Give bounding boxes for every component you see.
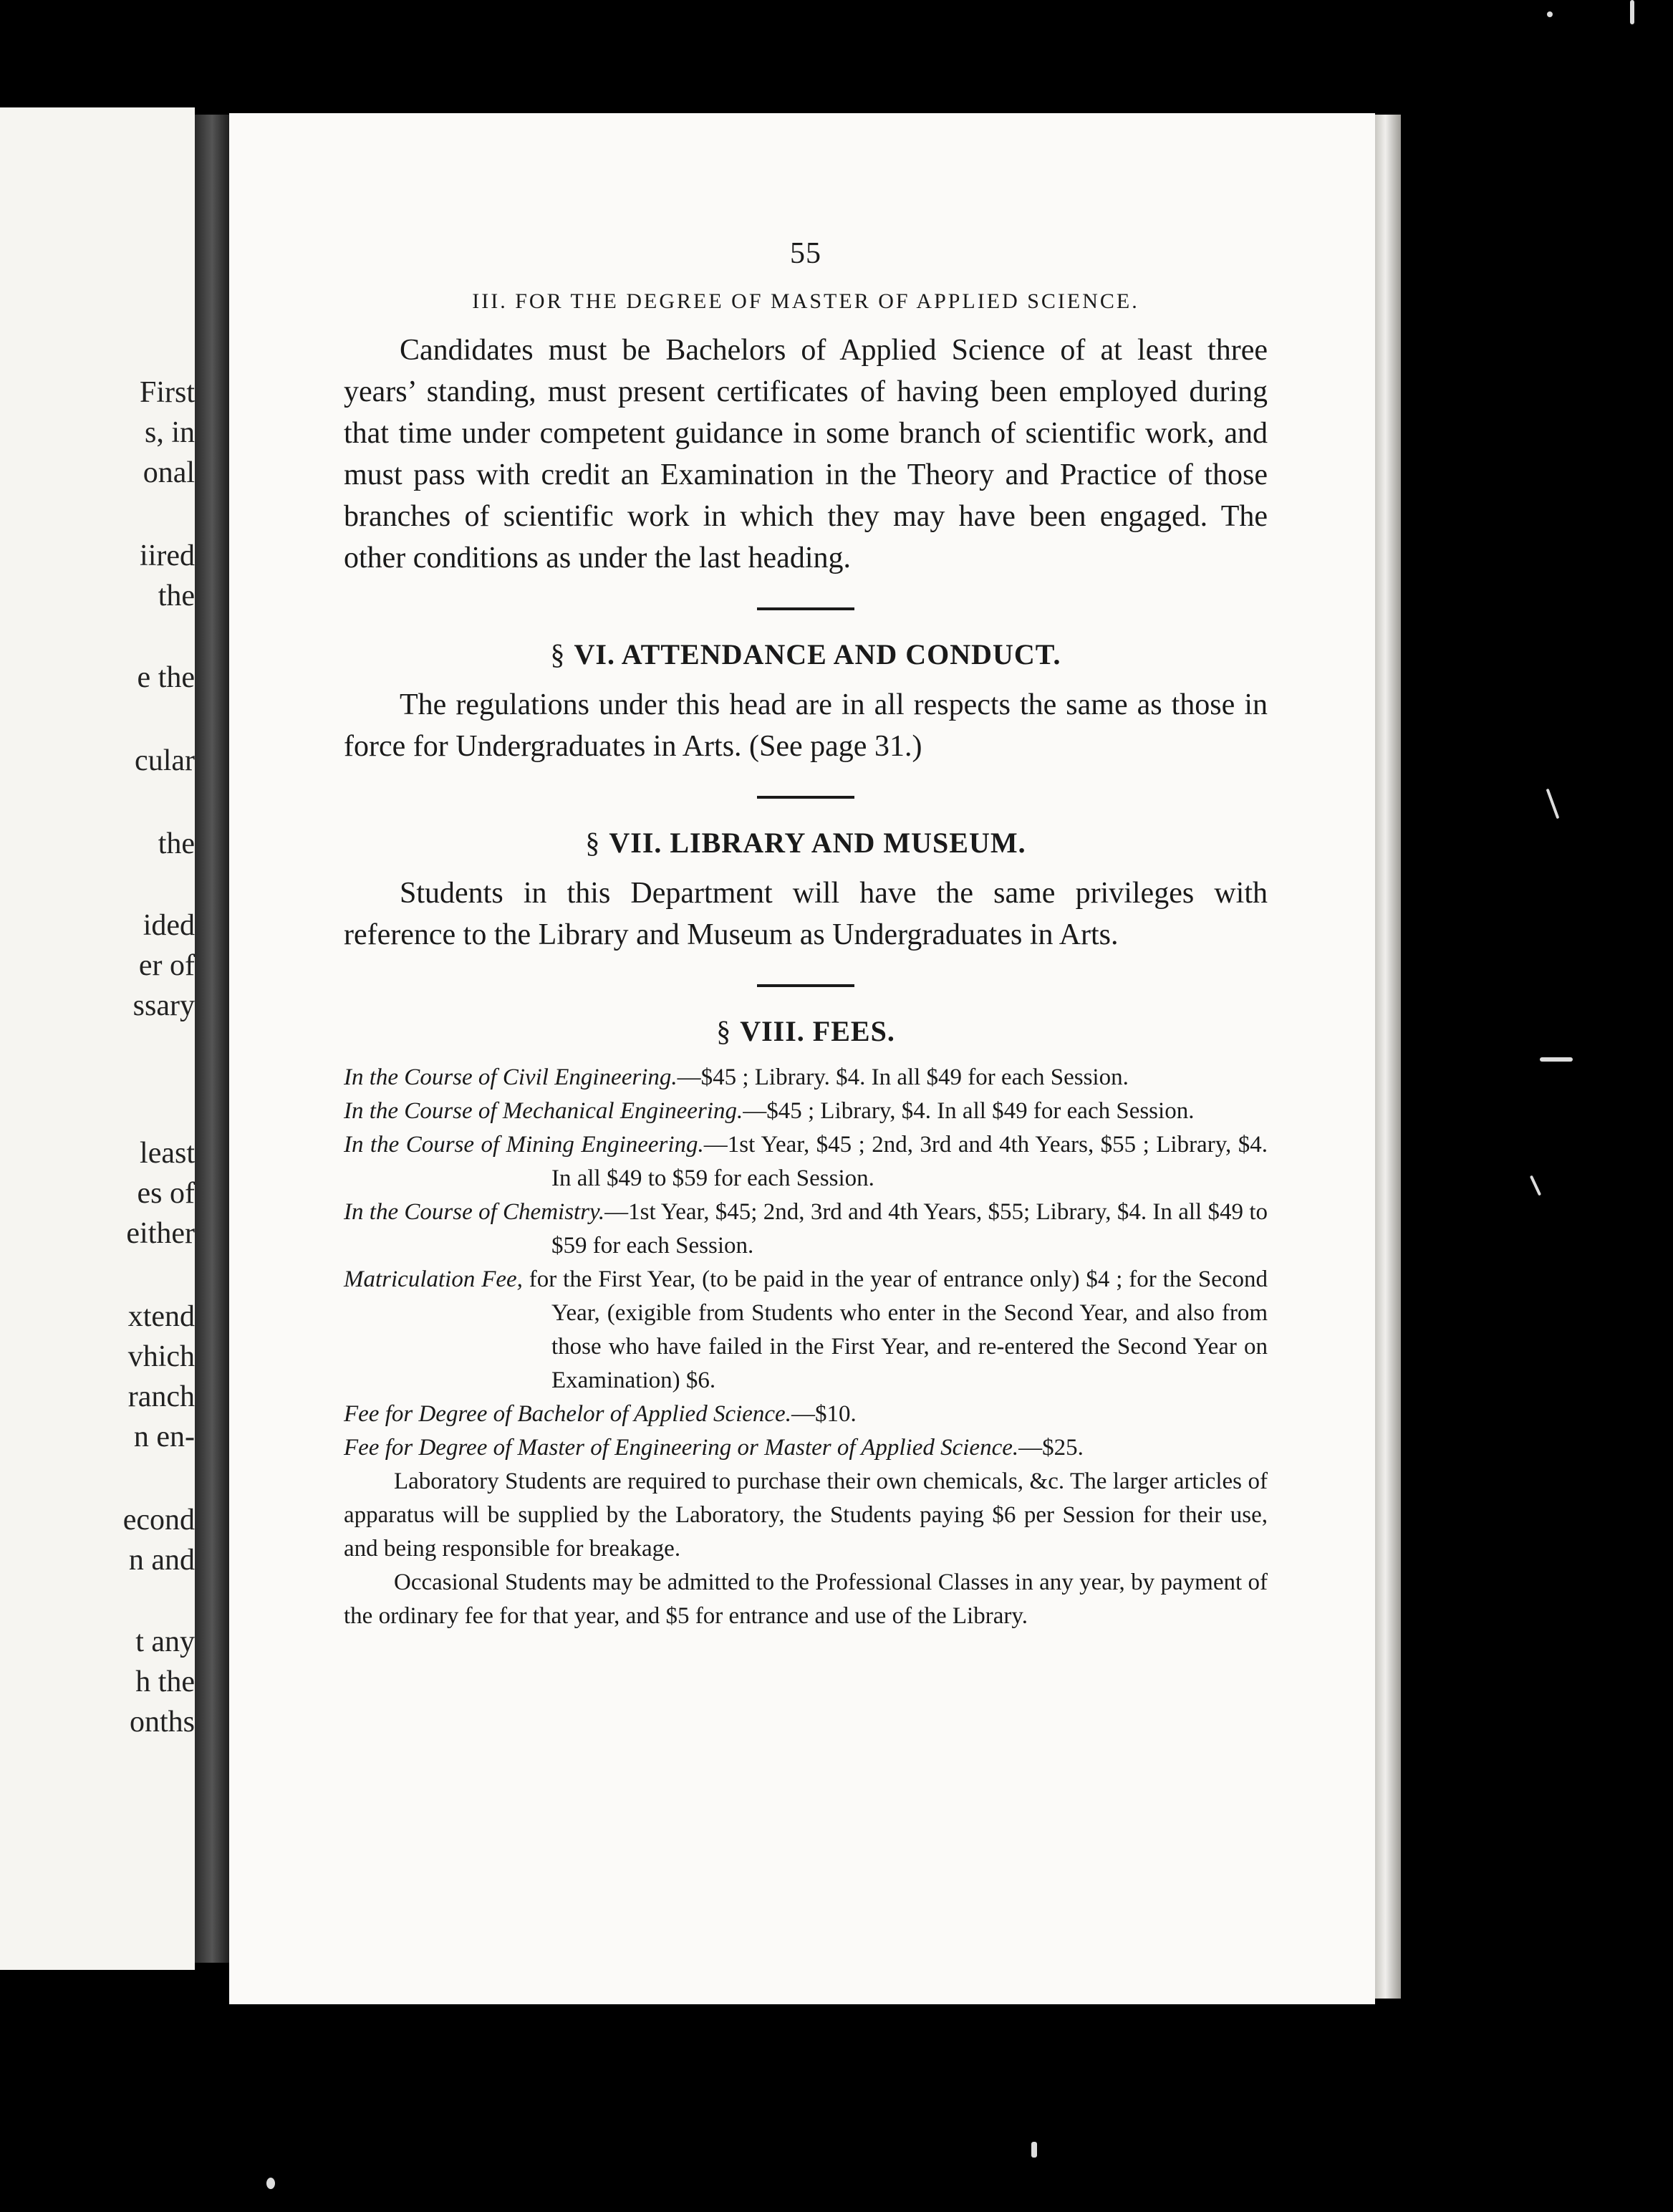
fee-item [344, 1263, 1268, 1398]
left-page-fragment: ided [143, 909, 195, 942]
section-8-title: VIII. FEES. [740, 1015, 895, 1047]
book-gutter [195, 115, 229, 1963]
section-6-heading [344, 638, 1268, 671]
left-page-fragment: e the [137, 661, 195, 694]
section-7-heading [344, 826, 1268, 860]
fee-text: —1st Year, $45 ; 2nd, 3rd and 4th Years, $55 ; Library, $4. In all $49 to $59 for each Session. [551, 1132, 1268, 1191]
fee-item [344, 1128, 1268, 1196]
section-divider [757, 984, 854, 987]
section-symbol: § [585, 827, 601, 859]
page-edge [1375, 115, 1401, 1999]
fee-text: —1st Year, $45; 2nd, 3rd and 4th Years, $55; Library, $4. In all $49 to $59 for each Session. [551, 1199, 1268, 1259]
left-page-fragment: the [158, 827, 195, 860]
section-6-title: VI. ATTENDANCE AND CONDUCT. [574, 638, 1061, 670]
left-page-fragment: s, in [144, 416, 195, 449]
scan-speck [1540, 1057, 1573, 1062]
left-page-fragment: vhich [127, 1340, 195, 1373]
left-page-fragment: xtend [127, 1300, 195, 1333]
left-page-fragment: n and [128, 1544, 195, 1577]
section-7-text: Students in this Department will have the same privileges with reference to the Library and Museum as Undergraduates in Arts. [344, 877, 1268, 951]
fee-lead: In the Course of Chemistry. [344, 1199, 605, 1225]
section-8-heading [344, 1014, 1268, 1048]
left-facing-page [0, 107, 195, 1970]
left-page-fragment: the [158, 580, 195, 612]
scan-speck [1530, 1175, 1541, 1196]
left-page-fragment: er of [138, 949, 195, 982]
fee-lead: In the Course of Mining Engineering. [344, 1132, 704, 1158]
scan-speck [1546, 789, 1560, 819]
fee-lead: In the Course of Mechanical Engineering. [344, 1098, 743, 1124]
degree-fee-line [344, 1431, 1268, 1465]
scan-speck [1630, 0, 1634, 24]
left-page-fragment: es of [137, 1177, 195, 1210]
degree-fee-line [344, 1398, 1268, 1431]
fee-list [344, 1061, 1268, 1633]
section-7-title: VII. LIBRARY AND MUSEUM. [609, 827, 1026, 859]
fee-text: —$25. [1018, 1435, 1084, 1461]
left-page-fragment: cular [135, 744, 195, 777]
fee-text: for the First Year, (to be paid in the year of entrance only) $4 ; for the Second Year, (exigible from Students who enter in the Second Year, and also from those who have failed in the First Year, and re-entered the Second Year on Examination) $6. [522, 1266, 1268, 1393]
fee-text: —$45 ; Library. $4. In all $49 for each Session. [677, 1064, 1129, 1090]
left-page-fragment: n en- [133, 1420, 195, 1453]
fee-item [344, 1061, 1268, 1095]
left-page-fragment: ssary [132, 989, 195, 1022]
fee-text: —$10. [791, 1401, 857, 1427]
page-number: 55 [790, 237, 821, 270]
fee-item [344, 1095, 1268, 1128]
fee-item [344, 1196, 1268, 1263]
fee-lead: Fee for Degree of Bachelor of Applied Science. [344, 1401, 791, 1427]
occasional-students-paragraph: Occasional Students may be admitted to the Professional Classes in any year, by payment of the ordinary fee for that year, and $5 for entrance and use of the Library. [344, 1569, 1268, 1629]
fee-lead: Matriculation Fee, [344, 1266, 523, 1292]
fee-text: —$45 ; Library, $4. In all $49 for each Session. [743, 1098, 1195, 1124]
section-symbol: § [550, 638, 566, 670]
left-page-fragment: ranch [127, 1380, 195, 1413]
section-divider [757, 607, 854, 610]
left-page-fragment: First [139, 376, 195, 409]
laboratory-paragraph: Laboratory Students are required to purchase their own chemicals, &c. The larger articles of apparatus will be supplied by the Laboratory, the Students paying $6 per Session for their use, and being responsible for breakage. [344, 1468, 1268, 1562]
left-page-fragment: econd [122, 1504, 195, 1537]
fee-lead: In the Course of Civil Engineering. [344, 1064, 678, 1090]
master-degree-heading: III. FOR THE DEGREE OF MASTER OF APPLIED SCIENCE. [472, 289, 1139, 313]
section-symbol: § [716, 1015, 732, 1047]
scan-speck [266, 2178, 275, 2189]
scan-speck [1547, 11, 1553, 17]
main-page [229, 113, 1375, 2004]
left-page-fragment: onths [129, 1706, 195, 1739]
section-6-text: The regulations under this head are in all respects the same as those in force for Undergraduates in Arts. (See page 31.) [344, 688, 1268, 763]
left-page-fragment: t any [135, 1625, 195, 1658]
left-page-fragment: least [140, 1137, 195, 1170]
left-page-fragment: h the [135, 1665, 195, 1698]
left-page-fragment: iired [140, 539, 195, 572]
section-divider [757, 796, 854, 799]
page-content [344, 236, 1268, 1633]
fee-lead: Fee for Degree of Master of Engineering or Master of Applied Science. [344, 1435, 1019, 1461]
left-page-fragment: either [126, 1217, 195, 1250]
scan-speck [1031, 2142, 1037, 2158]
master-degree-text: Candidates must be Bachelors of Applied Science of at least three years’ standing, must present certificates of having been employed during that time under competent guidance in some branch of scientific work, and must pass with credit an Examination in the Theory and Practice of those branches of scientific work in which they may have been engaged. The other conditions as under the last heading. [344, 334, 1268, 574]
left-page-fragment: onal [143, 456, 195, 489]
